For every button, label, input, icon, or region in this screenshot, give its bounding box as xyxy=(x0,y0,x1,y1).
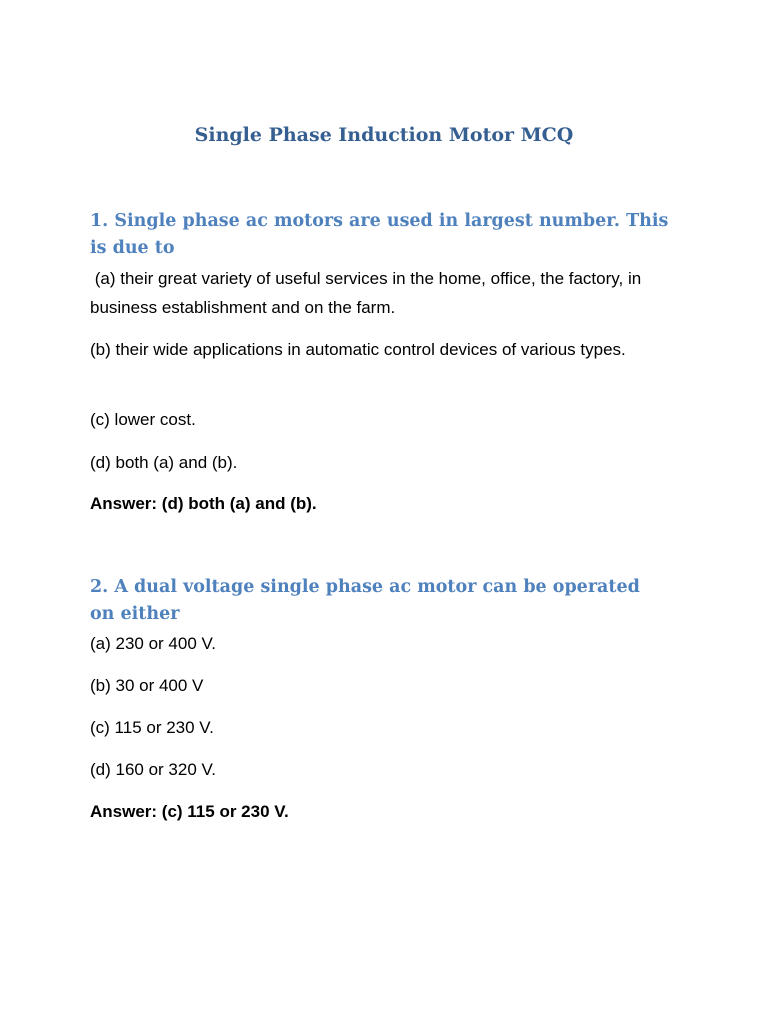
question-1-answer: Answer: (d) both (a) and (b). xyxy=(90,494,317,513)
question-2-answer: Answer: (c) 115 or 230 V. xyxy=(90,802,289,821)
question-1-option-c: (c) lower cost. xyxy=(90,410,196,429)
question-1-option-d: (d) both (a) and (b). xyxy=(90,453,238,472)
question-2-option-a: (a) 230 or 400 V. xyxy=(90,634,217,653)
question-2-text: 2. A dual voltage single phase ac motor can be operated on either xyxy=(90,577,640,624)
question-2-option-d: (d) 160 or 320 V. xyxy=(90,760,217,779)
question-1-text: 1. Single phase ac motors are used in largest number. This is due to xyxy=(90,211,669,258)
question-2-option-c: (c) 115 or 230 V. xyxy=(90,718,214,737)
question-2-option-b: (b) 30 or 400 V xyxy=(90,676,204,695)
question-1-option-b: (b) their wide applications in automatic control devices of various types. xyxy=(90,340,626,359)
question-1-option-a: (a) their great variety of useful services in the home, office, the factory, in business establishment and on the farm. xyxy=(90,269,646,317)
page-title: Single Phase Induction Motor MCQ xyxy=(194,124,574,146)
